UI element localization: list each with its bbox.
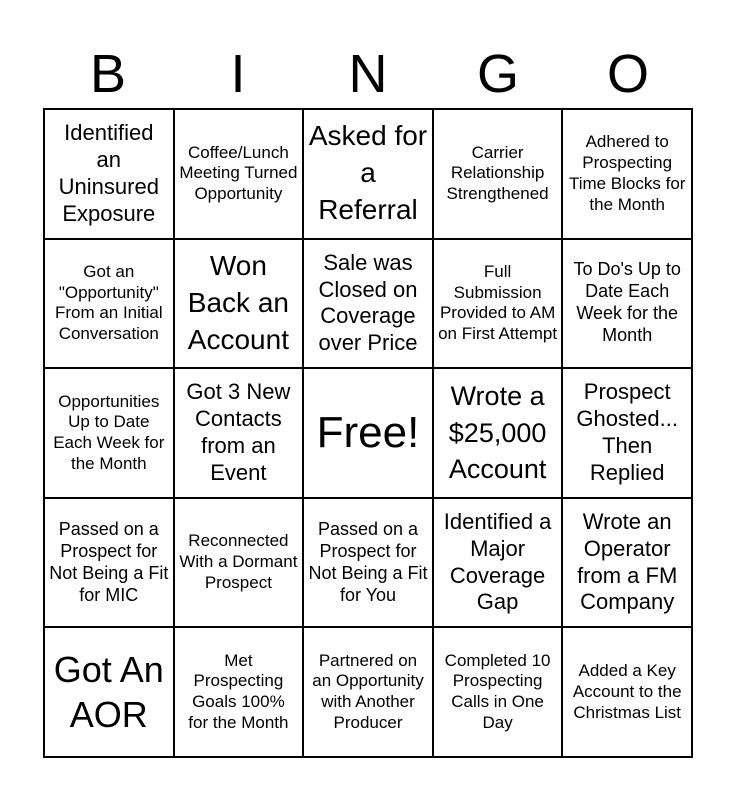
cell-text: Got an "Opportunity" From an Initial Conversation <box>54 261 163 344</box>
free-space-text: Free! <box>316 408 420 458</box>
cell-text: Completed 10 Prospecting Calls in One Day <box>444 650 551 732</box>
bingo-cell[interactable] <box>174 627 304 757</box>
bingo-cell[interactable] <box>174 239 304 369</box>
header-letter-g: G <box>476 44 519 104</box>
bingo-cell[interactable] <box>44 109 174 239</box>
bingo-card <box>43 108 693 758</box>
bingo-cell[interactable] <box>303 498 433 628</box>
bingo-header <box>43 40 693 108</box>
bingo-cell[interactable] <box>562 368 692 498</box>
cell-text: Added a Key Account to the Christmas List <box>572 661 682 722</box>
cell-text: Identified an Uninsured Exposure <box>58 120 159 226</box>
cell-text: Wrote an Operator from a FM Company <box>577 508 678 615</box>
cell-text: Coffee/Lunch Meeting Turned Opportunity <box>179 142 298 204</box>
cell-text: Passed on a Prospect for Not Being a Fit for You <box>308 518 428 605</box>
cell-text: Adhered to Prospecting Time Blocks for the Month <box>568 132 686 214</box>
bingo-cell[interactable] <box>303 627 433 757</box>
bingo-cell[interactable] <box>562 627 692 757</box>
cell-text: Wrote a $25,000 Account <box>448 380 547 485</box>
bingo-cell[interactable] <box>433 239 563 369</box>
bingo-cell[interactable] <box>433 109 563 239</box>
header-letter-n: N <box>348 44 388 104</box>
cell-text: Got 3 New Contacts from an Event <box>186 379 291 485</box>
bingo-cell[interactable] <box>44 627 174 757</box>
bingo-cell[interactable] <box>303 239 433 369</box>
bingo-cell[interactable] <box>433 627 563 757</box>
cell-text: Got An AOR <box>53 649 164 736</box>
cell-text: Asked for a Referral <box>308 120 428 226</box>
bingo-cell[interactable] <box>44 239 174 369</box>
cell-text: Won Back an Account <box>187 249 289 355</box>
bingo-cell[interactable] <box>174 368 304 498</box>
bingo-cell[interactable] <box>433 368 563 498</box>
bingo-cell[interactable] <box>174 498 304 628</box>
bingo-cell[interactable] <box>433 498 563 628</box>
bingo-cell[interactable] <box>44 368 174 498</box>
cell-text: Identified a Major Coverage Gap <box>443 508 552 615</box>
bingo-cell[interactable] <box>303 368 433 498</box>
bingo-cell[interactable] <box>562 109 692 239</box>
bingo-cell[interactable] <box>174 109 304 239</box>
header-letter-b: B <box>89 44 127 104</box>
cell-text: To Do's Up to Date Each Week for the Month <box>573 259 681 346</box>
bingo-cell[interactable] <box>562 239 692 369</box>
cell-text: Partnered on an Opportunity with Another Producer <box>312 650 424 732</box>
header-letter-o: O <box>606 44 649 104</box>
cell-text: Full Submission Provided to AM on First Attempt <box>438 261 558 344</box>
cell-text: Prospect Ghosted... Then Replied <box>576 379 678 485</box>
cell-text: Sale was Closed on Coverage over Price <box>318 249 418 356</box>
cell-text: Reconnected With a Dormant Prospect <box>179 531 298 592</box>
cell-text: Carrier Relationship Strengthened <box>446 142 549 204</box>
bingo-cell[interactable] <box>562 498 692 628</box>
cell-text: Opportunities Up to Date Each Week for the Month <box>53 391 165 473</box>
cell-text: Met Prospecting Goals 100% for the Month <box>188 650 289 732</box>
cell-text: Passed on a Prospect for Not Being a Fit for MIC <box>49 518 169 605</box>
header-letter-i: I <box>230 44 246 104</box>
bingo-cell[interactable] <box>303 109 433 239</box>
bingo-cell[interactable] <box>44 498 174 628</box>
